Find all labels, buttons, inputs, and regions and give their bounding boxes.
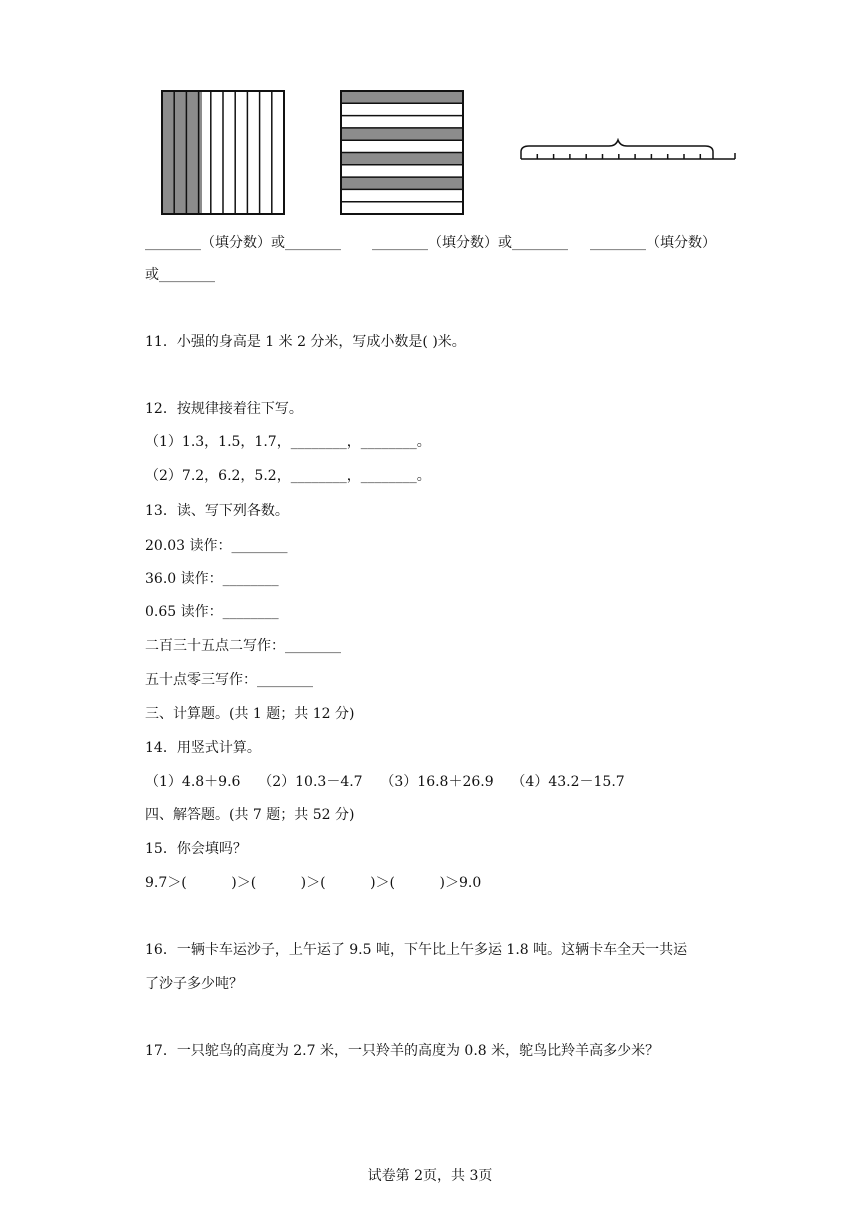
vertical-strips-figure	[161, 90, 287, 216]
question-15-stem: 15．你会填吗？	[145, 841, 247, 857]
question-17: 17．一只鸵鸟的高度为 2.7 米，一只羚羊的高度为 0.8 米，鸵鸟比羚羊高多少米？	[145, 1043, 660, 1059]
fig3-answer-blank[interactable]: ________（填分数）	[590, 235, 716, 251]
question-14-items: （1）4.8＋9.6 （2）10.3－4.7 （3）16.8＋26.9 （4）43.2－15.7	[145, 774, 625, 790]
question-15-inequality: 9.7＞( )＞( )＞( )＞( )＞9.0	[145, 875, 482, 891]
question-13-d: 二百三十五点二写作：________	[145, 638, 341, 654]
question-16-line-1: 16．一辆卡车运沙子，上午运了 9.5 吨，下午比上午多运 1.8 吨。这辆卡车全天一共运	[145, 942, 688, 958]
question-13-a: 20.03 读作：________	[145, 538, 288, 554]
fig3-answer-blank-continued[interactable]: 或________	[145, 267, 215, 283]
page-footer: 试卷第 2页，共 3页	[367, 1168, 493, 1184]
segment-brace-figure	[517, 138, 739, 164]
horizontal-strips-figure	[340, 90, 466, 216]
question-12-part-2: （2）7.2，6.2，5.2，________，________。	[145, 468, 431, 484]
question-13-stem: 13．读、写下列各数。	[145, 503, 289, 519]
section-3-heading: 三、计算题。(共 1 题；共 12 分)	[145, 706, 355, 722]
question-14-stem: 14．用竖式计算。	[145, 740, 261, 756]
question-13-e: 五十点零三写作：________	[145, 672, 313, 688]
fig2-answer-blank[interactable]: ________（填分数）或________	[372, 235, 568, 251]
question-12-stem: 12．按规律接着往下写。	[145, 401, 303, 417]
question-11: 11．小强的身高是 1 米 2 分米，写成小数是( )米。	[145, 334, 466, 350]
question-16-line-2: 了沙子多少吨？	[145, 976, 243, 992]
question-13-c: 0.65 读作：________	[145, 604, 279, 620]
question-13-b: 36.0 读作：________	[145, 571, 279, 587]
question-12-part-1: （1）1.3，1.5，1.7，________，________。	[145, 434, 431, 450]
section-4-heading: 四、解答题。(共 7 题；共 52 分)	[145, 807, 355, 823]
fig1-answer-blank[interactable]: ________（填分数）或________	[145, 235, 341, 251]
